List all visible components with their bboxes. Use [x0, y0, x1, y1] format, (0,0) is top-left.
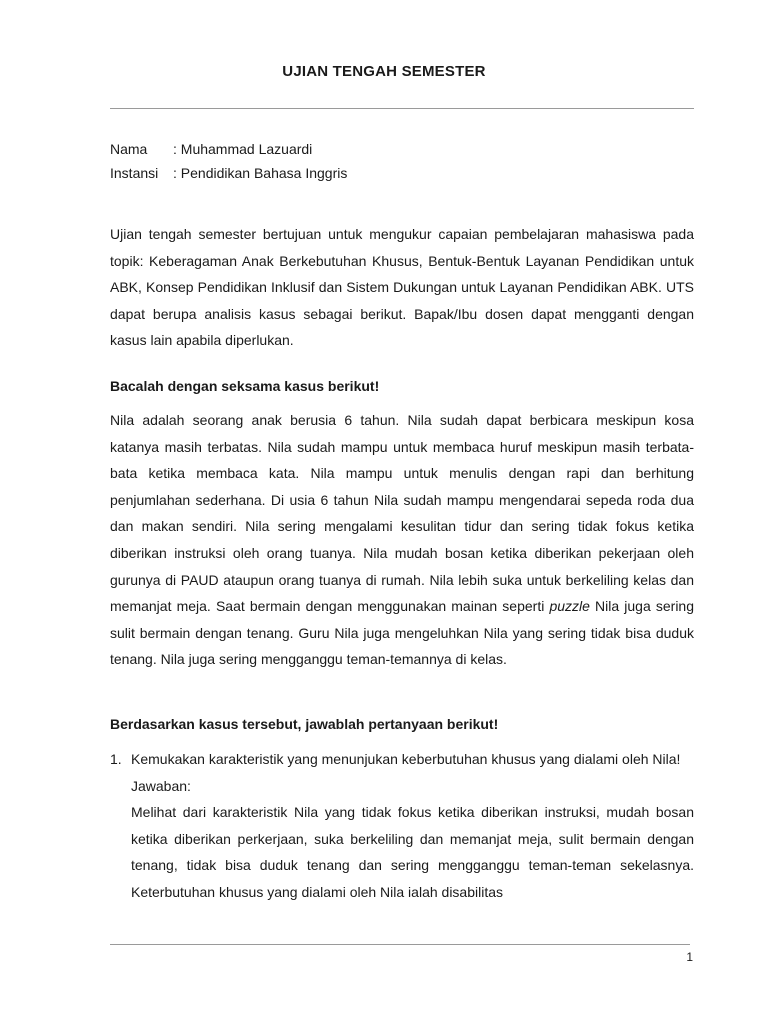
name-row — [110, 137, 347, 161]
case-italic-term: puzzle — [549, 598, 590, 615]
footer-divider — [110, 944, 690, 945]
intro-paragraph: Ujian tengah semester bertujuan untuk mengukur capaian pembelajaran mahasiswa pada topik: Keberagaman Anak Berkebutuhan Khusus, Bentuk-Bentuk Layanan Pendidikan untuk ABK, Konsep Pendidikan Inklusif dan Sistem Dukungan untuk Layanan Pendidikan ABK. UTS dapat berupa analisis kasus sebagai berikut. Bapak/Ibu dosen dapat mengganti dengan kasus lain apabila diperlukan. — [110, 226, 694, 349]
question-number: 1. — [110, 751, 122, 767]
question-item — [110, 746, 694, 906]
answer-text: Melihat dari karakteristik Nila yang tidak fokus ketika diberikan instruksi, mudah bosan ketika diberikan perkerjaan, suka berkeliling dan memanjat meja, sulit bermain dengan tenang, tidak bisa duduk tenang dan sering mengganggu teman-teman sekelasnya. Keterbutuhan khusus yang dialami oleh Nila ialah disabilitas — [131, 804, 694, 900]
answer-label: Jawaban: — [131, 777, 191, 794]
institution-row — [110, 161, 347, 185]
questions-heading: Berdasarkan kasus tersebut, jawablah pertanyaan berikut! — [110, 716, 499, 732]
title-divider — [110, 108, 694, 109]
question-body — [131, 746, 694, 906]
page-number: 1 — [686, 950, 693, 964]
case-text-before: Nila adalah seorang anak berusia 6 tahun. Nila sudah dapat berbicara meskipun kosa katanya masih terbatas. Nila sudah mampu untuk membaca huruf meskipun masih terbata-bata ketika membaca kata. Nila mampu untuk menulis dengan rapi dan berhitung penjumlahan sederhana. Di usia 6 tahun Nila sudah mampu mengendarai sepeda roda dua dan makan sendiri. Nila sering mengalami kesulitan tidur dan sering tidak fokus ketika diberikan instruksi oleh orang tuanya. Nila mudah bosan ketika diberikan pekerjaan oleh gurunya di PAUD ataupun orang tuanya di rumah. Nila lebih suka untuk berkeliling kelas dan memanjat meja. Saat bermain dengan menggunakan mainan seperti — [110, 412, 694, 615]
name-value: : Muhammad Lazuardi — [173, 141, 313, 157]
identity-block — [110, 137, 347, 185]
document-title: UJIAN TENGAH SEMESTER — [282, 63, 486, 80]
case-heading: Bacalah dengan seksama kasus berikut! — [110, 378, 380, 394]
case-text-after: Nila juga sering sulit bermain dengan tenang. Guru Nila juga mengeluhkan Nila yang sering tidak bisa duduk tenang. Nila juga sering mengganggu teman-temannya di kelas. — [110, 598, 695, 668]
institution-value: : Pendidikan Bahasa Inggris — [173, 165, 348, 181]
question-text: Kemukakan karakteristik yang menunjukan keberbutuhan khusus yang dialami oleh Nila! — [131, 751, 681, 767]
name-label: Nama — [110, 141, 148, 157]
question-list — [110, 746, 694, 906]
institution-label: Instansi — [110, 165, 159, 181]
case-paragraph — [110, 407, 694, 673]
